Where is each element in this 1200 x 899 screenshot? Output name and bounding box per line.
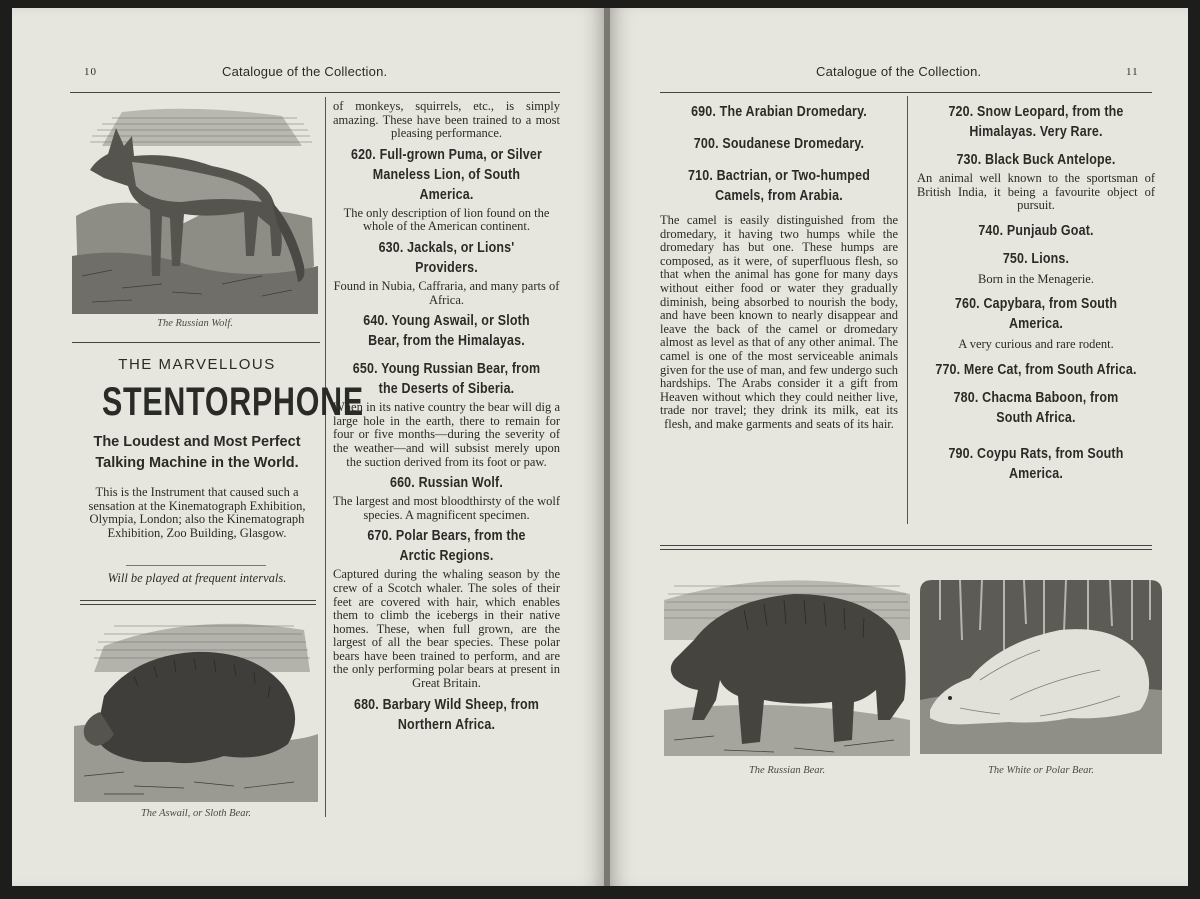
left-running-head: Catalogue of the Collection. xyxy=(222,64,388,79)
entry-760-description: A very curious and rare rodent. xyxy=(958,337,1114,352)
russian-wolf-illustration xyxy=(72,106,318,314)
polar-bear-caption: The White or Polar Bear. xyxy=(988,765,1094,776)
entry-630-description: Found in Nubia, Caffraria, and many parts of Africa. xyxy=(333,278,560,307)
left-head-rule xyxy=(70,92,560,93)
right-section-rule xyxy=(660,545,1152,550)
advert-bottom-rule xyxy=(80,600,316,605)
right-page-number: 11 xyxy=(1126,66,1139,78)
entry-670-heading: 670. Polar Bears, from the Arctic Regions. xyxy=(367,528,526,565)
entry-700-heading: 700. Soudanese Dromedary. xyxy=(693,136,865,152)
advert-title: THE MARVELLOUS xyxy=(118,356,276,373)
entry-670-description: Captured during the whaling season by the crew of a Scotch whaler. The soles of their feet are covered with hair, which enables them to climb the icebergs in their native homes. These, when full grown, are the largest of all the bear species. These polar bears have been trained to perform, and are the only performing polar bears at present in Great Britain. xyxy=(333,567,560,691)
advert-body: This is the Instrument that caused such a sensation at the Kinematograph Exhibition, Olympia, London; also the Kinematograph Exhibition, Zoo Building, Glasgow. xyxy=(88,485,306,540)
sloth-bear-caption: The Aswail, or Sloth Bear. xyxy=(140,808,252,819)
entry-710-heading: 710. Bactrian, or Two-humped Camels, from Arabia. xyxy=(688,168,870,204)
entry-640-heading: 640. Young Aswail, or Sloth Bear, from the Himalayas. xyxy=(363,313,530,350)
entry-730-heading: 730. Black Buck Antelope. xyxy=(956,152,1116,168)
entry-750-description: Born in the Menagerie. xyxy=(978,271,1094,286)
right-head-rule xyxy=(660,92,1152,93)
advert-short-rule xyxy=(126,565,266,566)
entry-660-heading: 660. Russian Wolf. xyxy=(389,475,504,492)
entry-650-description: When in its native country the bear will dig a large hole in the earth, there to remain for four or five months—during the severity of the weather—and will subsist merely upon the suction derived from its foot or paw. xyxy=(333,400,560,469)
advert-tagline xyxy=(72,432,322,474)
entry-760-heading: 760. Capybara, from South America. xyxy=(954,296,1118,333)
left-catalogue-column xyxy=(333,100,560,735)
entry-740-heading: 740. Punjaub Goat. xyxy=(978,222,1094,239)
entry-730-description: An animal well known to the sportsman of British India, it being a favourite object of pursuit. xyxy=(917,171,1155,213)
right-running-head: Catalogue of the Collection. xyxy=(816,64,982,79)
entry-620-description: The only description of lion found on the whole of the American continent. xyxy=(343,205,550,234)
advert-footer: Will be played at frequent intervals. xyxy=(107,571,287,585)
entry-790-heading: 790. Coypu Rats, from South America. xyxy=(948,445,1124,482)
book-gutter xyxy=(604,8,610,886)
sloth-bear-illustration xyxy=(74,616,318,802)
entry-intro-text: of monkeys, squirrels, etc., is simply amazing. These have been trained to a most pleasing performance. xyxy=(333,99,560,141)
right-column-rule xyxy=(907,96,908,524)
advert-tagline-line-2: Talking Machine in the World. xyxy=(95,455,299,471)
left-column-rule xyxy=(325,97,326,817)
entry-660-description: The largest and most bloodthirsty of the wolf species. A magnificent specimen. xyxy=(333,494,560,522)
right-catalogue-column-2 xyxy=(917,102,1155,484)
entry-720-heading: 720. Snow Leopard, from the Himalayas. Very Rare. xyxy=(948,104,1124,140)
left-page-number: 10 xyxy=(84,66,97,78)
advert-top-rule xyxy=(72,342,320,343)
polar-bear-illustration xyxy=(920,580,1162,754)
russian-bear-illustration xyxy=(664,570,910,756)
entry-630-heading: 630. Jackals, or Lions' Providers. xyxy=(378,239,515,276)
entry-620-heading: 620. Full-grown Puma, or Silver Maneless Lion, of South America. xyxy=(350,146,543,203)
entry-770-heading: 770. Mere Cat, from South Africa. xyxy=(935,361,1137,378)
advert-brand: STENTORPHONE xyxy=(102,380,364,424)
entry-680-heading: 680. Barbary Wild Sheep, from Northern Africa. xyxy=(353,696,540,733)
entry-710-description: The camel is easily distinguished from the dromedary, it having two humps while the dromedary has but one. These humps are composed, as it were, of superfluous flesh, so that when the animal has gone for many days without either food or water they gradually diminish, being absorbed to nourish the body, and have been known to nearly disappear and leave the back of the camel or dromedary almost as level as that of any other animal. The camel is one of the most serviceable animals given for the use of man, and few undergo such hardships. The Arabs consider it a gift from Heaven without which they could neither live, trade nor travel; they drink its milk, eat its flesh, and make garments and seats of its hair. xyxy=(660,213,898,431)
entry-650-heading: 650. Young Russian Bear, from the Deserts of Siberia. xyxy=(352,361,541,398)
wolf-caption: The Russian Wolf. xyxy=(157,318,233,329)
entry-690-heading: 690. The Arabian Dromedary. xyxy=(691,104,867,120)
russian-bear-caption: The Russian Bear. xyxy=(748,765,826,776)
advert-tagline-line-1: The Loudest and Most Perfect xyxy=(93,434,301,450)
right-catalogue-column-1 xyxy=(660,102,898,432)
entry-750-heading: 750. Lions. xyxy=(1002,250,1070,267)
entry-780-heading: 780. Chacma Baboon, from South Africa. xyxy=(953,389,1119,426)
